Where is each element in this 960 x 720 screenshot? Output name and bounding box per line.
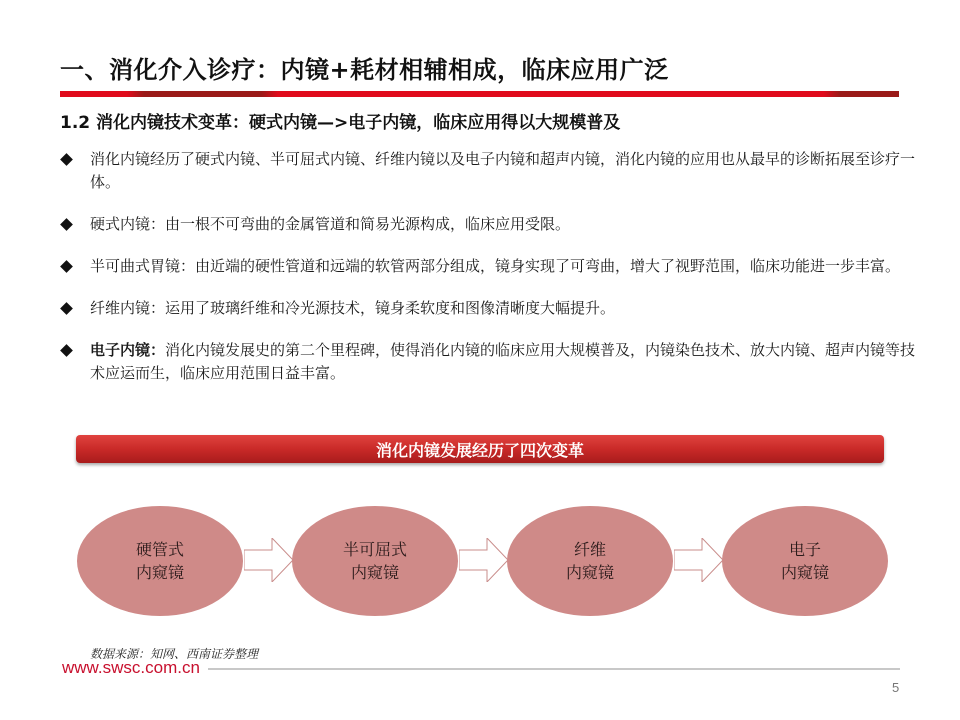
diamond-bullet-icon	[60, 260, 73, 273]
stage-label-line2: 内窥镜	[780, 563, 829, 582]
stage-semi-flexible-endoscope	[292, 506, 458, 616]
diamond-bullet-icon	[60, 218, 73, 231]
bullet-list	[62, 148, 922, 404]
diamond-bullet-icon	[60, 153, 73, 166]
stage-electronic-endoscope	[722, 506, 888, 616]
diamond-bullet-icon	[60, 344, 73, 357]
footer-url-link[interactable]: www.swsc.com.cn	[62, 658, 200, 677]
stage-label-line1: 纤维	[573, 540, 606, 559]
right-arrow-icon	[244, 538, 294, 582]
evolution-banner	[76, 435, 884, 463]
data-source-note: 数据来源：知网、西南证券整理	[90, 647, 259, 661]
bullet-text: 半可曲式胃镜：由近端的硬性管道和远端的软管两部分组成，镜身实现了可弯曲，增大了视野范围，临床功能进一步丰富。	[90, 257, 901, 275]
footer-divider	[208, 668, 900, 670]
bullet-item	[62, 213, 922, 236]
title-divider-bar	[60, 91, 899, 97]
bullet-item	[62, 339, 922, 385]
stage-label-line1: 硬管式	[135, 540, 184, 559]
evolution-flow-diagram	[0, 500, 960, 620]
banner-text: 消化内镜发展经历了四次变革	[375, 440, 584, 460]
bullet-text: 纤维内镜：运用了玻璃纤维和冷光源技术，镜身柔软度和图像清晰度大幅提升。	[90, 299, 616, 317]
stage-label-line2: 内窥镜	[135, 563, 184, 582]
bullet-item	[62, 148, 922, 194]
right-arrow-icon	[674, 538, 724, 582]
right-arrow-icon	[459, 538, 509, 582]
stage-label-line2: 内窥镜	[350, 563, 399, 582]
stage-rigid-endoscope	[77, 506, 243, 616]
stage-label-line1: 电子	[788, 540, 821, 559]
bullet-text: 硬式内镜：由一根不可弯曲的金属管道和简易光源构成，临床应用受限。	[90, 215, 571, 233]
section-subtitle: 1.2 消化内镜技术变革：硬式内镜—>电子内镜，临床应用得以大规模普及	[60, 113, 621, 133]
bullet-item	[62, 255, 922, 278]
stage-label-line2: 内窥镜	[565, 563, 614, 582]
bullet-text: 消化内镜经历了硬式内镜、半可屈式内镜、纤维内镜以及电子内镜和超声内镜，消化内镜的应用也从最早的诊断拓展至诊疗一体。	[90, 150, 916, 191]
diamond-bullet-icon	[60, 302, 73, 315]
bullet-item	[62, 297, 922, 320]
stage-fiber-endoscope	[507, 506, 673, 616]
slide-title: 一、消化介入诊疗：内镜+耗材相辅相成，临床应用广泛	[60, 56, 669, 84]
bullet-text: 消化内镜发展史的第二个里程碑，使得消化内镜的临床应用大规模普及，内镜染色技术、放大内镜、超声内镜等技术应运而生，临床应用范围日益丰富。	[90, 341, 916, 382]
bullet-lead: 电子内镜：	[90, 341, 166, 359]
stage-label-line1: 半可屈式	[342, 540, 407, 559]
page-number: 5	[892, 680, 900, 695]
